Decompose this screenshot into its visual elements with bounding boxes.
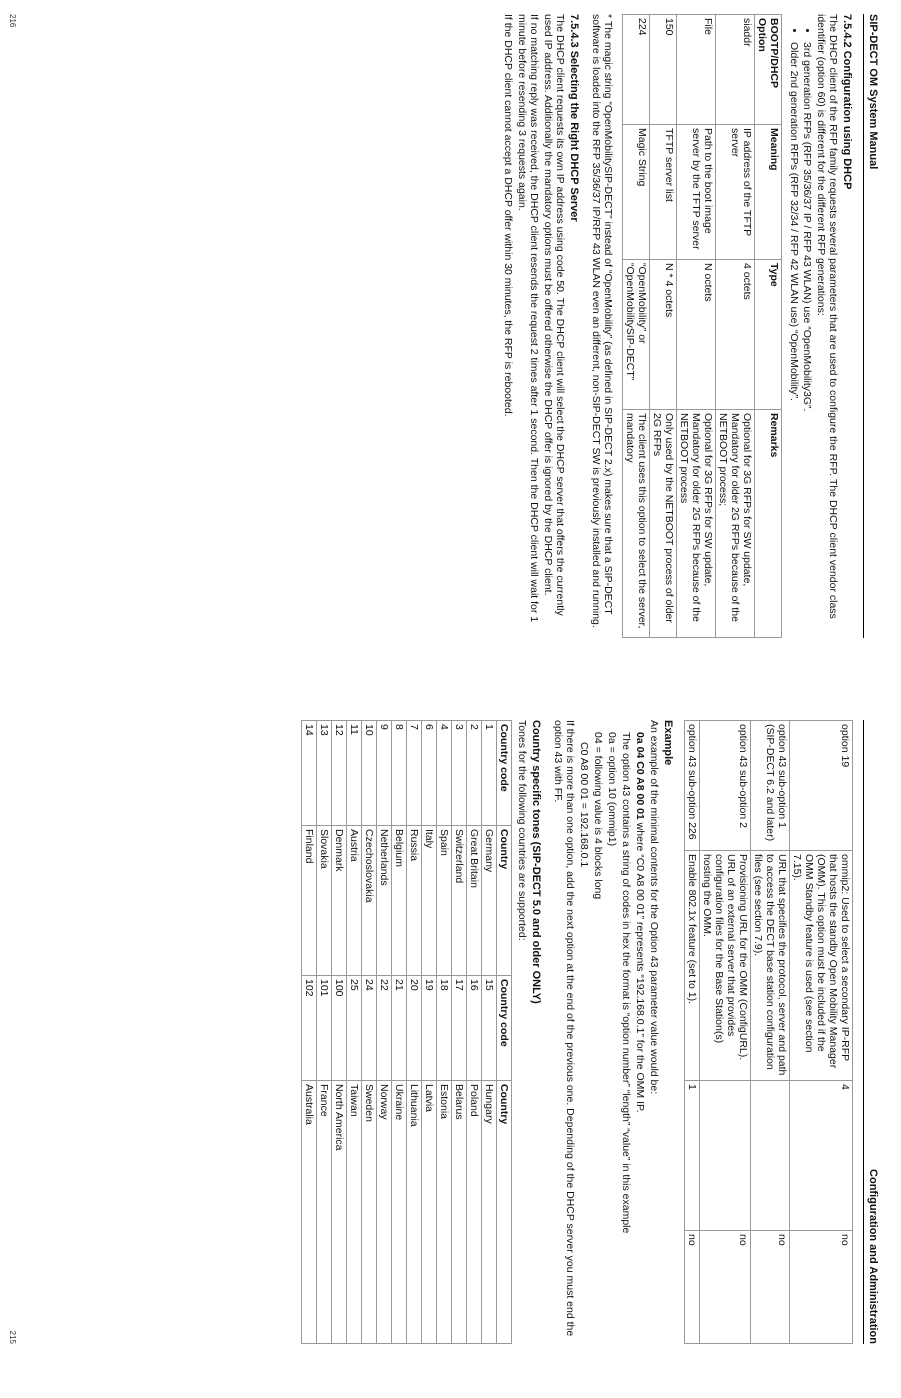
table-cell: Only used by the NETBOOT process of older 2G RFPs [650,410,677,638]
table-cell: 6 [422,721,437,826]
column-header: Remarks [755,410,782,638]
paragraph: If no matching reply was received, the DHCP client resends the request 2 times after 1 second. Then the DHCP client will wait for 1 minute before resending 3 requests again. [516,14,540,623]
table-cell: 101 [317,976,332,1081]
table-cell: 3 [452,721,467,826]
table-cell: Magic String [623,125,650,260]
column-header: Type [755,260,782,410]
bootp-options-table [622,14,782,638]
table-cell: Italy [422,826,437,976]
table-cell: 24 [362,976,377,1081]
table-cell: no [685,1231,700,1344]
table-cell: Denmark [332,826,347,976]
dhcp-options-table [684,720,853,1344]
table-row [362,721,377,1344]
running-header-right: Configuration and Administration [863,720,879,1344]
table-cell: IP address of the TFTP server [716,125,755,260]
table-row [377,721,392,1344]
table-cell: no [751,1231,790,1344]
table-cell: 102 [302,976,317,1081]
table-cell: 19 [422,976,437,1081]
column-header: Country [497,1081,512,1344]
table-row [392,721,407,1344]
table-row [677,15,716,638]
table-cell: “OpenMobility” or “OpenMobilitySIP-DECT” [623,260,650,410]
column-header: Meaning [755,125,782,260]
table-cell: 150 [650,15,677,125]
tones-section-title: Country specific tones (SIP-DECT 5.0 and older ONLY) [530,720,542,1004]
country-tones-table [301,720,512,1344]
section-title-dhcp-server: 7.5.4.3 Selecting the Right DHCP Server [568,14,580,222]
table-cell: 16 [467,976,482,1081]
table-row [700,721,751,1344]
column-header: Country code [497,721,512,826]
dhcp-config-intro: The DHCP client of the RFP family requests several parameters that are used to configure the RFP. The DHCP client vendor class identifier (option 60) is different for the different RFP generations: [815,14,839,619]
table-cell: The client uses this option to select the server, mandatory [623,410,650,638]
table-cell: N * 4 octets [650,260,677,410]
example-line: 0a = option 10 (ommip1) [606,732,618,847]
table-cell: Finland [302,826,317,976]
table-cell: Great Britain [467,826,482,976]
table-cell: Latvia [422,1081,437,1344]
table-cell: Hungary [482,1081,497,1344]
table-cell: Austria [347,826,362,976]
table-cell: 10 [362,721,377,826]
table-cell: Slovakia [317,826,332,976]
table-cell: Poland [467,1081,482,1344]
table-cell: 21 [392,976,407,1081]
table-cell: option 19 [790,721,853,851]
page-number: 216 [8,14,17,28]
column-header: Country code [497,976,512,1081]
table-row [437,721,452,1344]
list-item: • 3rd generation RFPs (RFP 35/36/37 IP / RFP 43 WLAN) use “OpenMobility3G”. [801,42,813,638]
table-row [422,721,437,1344]
table-cell: Estonia [437,1081,452,1344]
table-cell: 4 [790,1081,853,1231]
table-row [302,721,317,1344]
table-cell: N octets [677,260,716,410]
example-hex-value: 0a 04 C0 A8 00 01 [634,732,646,820]
rfp-generation-list [788,14,813,638]
table-row [685,721,700,1344]
table-cell: Switzerland [452,826,467,976]
table-cell: 20 [407,976,422,1081]
table-cell: 4 octets [716,260,755,410]
table-cell: 17 [452,976,467,1081]
table-cell: 4 [437,721,452,826]
table-cell: 2 [467,721,482,826]
table-row [650,15,677,638]
table-cell: France [317,1081,332,1344]
table-cell: URL that specifies the protocol, server and path to access the DECT base station configuration files (see section 7.9). [751,851,790,1081]
table-cell: 14 [302,721,317,826]
column-header: BOOTP/DHCP Option [755,15,782,125]
table-cell: Lithuania [407,1081,422,1344]
table-cell: Path to the boot image server by the TFTP server [677,125,716,260]
table-cell: 7 [407,721,422,826]
table-cell: Taiwan [347,1081,362,1344]
table-cell: ommip2: Used to select a secondary IP-RFP that hosts the standby Open Mobility Manager (OMM). This option must be included if the OMM Standby feature is used (see section 7.15). [790,851,853,1081]
section-title-dhcp-config: 7.5.4.2 Configuration using DHCP [841,14,853,190]
table-cell: Optional for 3G RFPs for SW update, Mandatory for older 2G RFPs because of the NETBOOT process [677,410,716,638]
table-cell: no [700,1231,751,1344]
table-cell [751,1081,790,1231]
table-cell: Belarus [452,1081,467,1344]
table-cell: Germany [482,826,497,976]
example-line: C0 A8 00 01 = 192.168.0.1 [578,742,590,868]
list-item: • Older 2nd generation RFPs (RFP 32/34 / RFP 42 WLAN use) “OpenMobility”. [788,42,800,638]
example-value-line [634,720,646,1344]
table-cell: option 43 sub-option 226 [685,721,700,851]
table-cell: 1 [482,721,497,826]
table-row [482,721,497,1344]
table-row [790,721,853,1344]
table-row [347,721,362,1344]
table-cell: File [677,15,716,125]
table-cell: 8 [392,721,407,826]
table-cell: TFTP server list [650,125,677,260]
table-cell: Australia [302,1081,317,1344]
table-row [407,721,422,1344]
table-cell: 100 [332,976,347,1081]
table-cell: Norway [377,1081,392,1344]
table-row [332,721,347,1344]
table-cell: option 43 sub-option 1 (SIP-DECT 6.2 and later) [751,721,790,851]
table-cell: 18 [437,976,452,1081]
table-cell: 15 [482,976,497,1081]
tones-intro: Tones for the following countries are supported: [516,720,528,941]
table-cell [700,1081,751,1231]
table-row [751,721,790,1344]
table-cell: Provisioning URL for the OMM (ConfigURL). URL of an external server that provides configuration files for the Base Station(s) hosting the OMM. [700,851,751,1081]
magic-string-note: * The magic string “OpenMobilitySIP-DECT” instead of “OpenMobility” (as defined in SIP-DECT 2.x) makes sure that a SIP-DECT software is loaded into the RFP 35/36/37 IP/RFP 43 WLAN even an different, non-SIP-DECT SW is previously installed and running. [590,14,614,628]
table-row [716,15,755,638]
table-row [467,721,482,1344]
table-cell: siaddr [716,15,755,125]
table-cell: Netherlands [377,826,392,976]
table-cell: 22 [377,976,392,1081]
table-header-row [755,15,782,638]
table-row [317,721,332,1344]
table-row [623,15,650,638]
table-cell: Enable 802.1x feature (set to 1). [685,851,700,1081]
table-cell: Ukraine [392,1081,407,1344]
example-explanation: The option 43 contains a string of codes in hex the format is “option number” “length” “value” in this example [620,732,632,1234]
table-cell: 13 [317,721,332,826]
table-cell: Spain [437,826,452,976]
table-row [452,721,467,1344]
table-cell: option 43 sub-option 2 [700,721,751,851]
column-header: Country [497,826,512,976]
table-cell: 9 [377,721,392,826]
table-cell: North America [332,1081,347,1344]
table-cell: 1 [685,1081,700,1231]
example-note: If there is more than one option, add the next option at the end of the previous one. Depending of the DHCP server you must end the option 43 with FF. [552,720,576,1337]
table-cell: 11 [347,721,362,826]
example-title: Example [662,720,674,766]
table-cell: 12 [332,721,347,826]
page-215 [0,706,901,1358]
page-number: 215 [8,1330,17,1344]
table-header-row [497,721,512,1344]
table-cell: Czechoslovakia [362,826,377,976]
table-cell: Sweden [362,1081,377,1344]
table-cell: Belgium [392,826,407,976]
page-216 [0,0,901,652]
table-cell: 224 [623,15,650,125]
table-cell: no [790,1231,853,1344]
table-cell: Optional for 3G RFPs for SW update, Mandatory for older 2G RFPs because of the NETBOOT process; [716,410,755,638]
running-header-left: SIP-DECT OM System Manual [863,14,879,638]
table-cell: 25 [347,976,362,1081]
table-cell: Russia [407,826,422,976]
example-value-suffix: where “C0 A8 00 01” represents “192.168.0.1” for the OMM IP. [634,819,646,1113]
example-intro: An example of the minimal contents for the Option 43 parameter value would be: [648,720,660,1095]
paragraph: If the DHCP client cannot accept a DHCP offer within 30 minutes, the RFP is rebooted. [502,14,514,417]
paragraph: The DHCP client requests its own IP address using code 50. The DHCP client will select the DHCP server that offers the currently used IP address. Additionally the mandatory options must be offered otherwise the DHCP offer is ignored by the DHCP client. [542,14,566,616]
example-line: 04 = following value is 4 blocks long [592,732,604,900]
